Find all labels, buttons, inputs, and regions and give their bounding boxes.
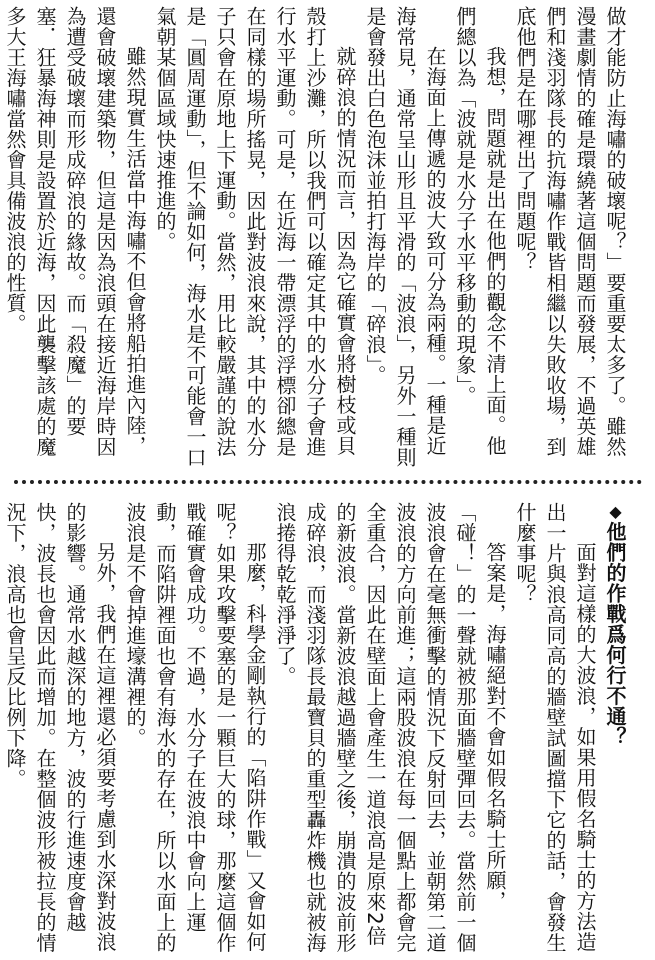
upper-text-block xyxy=(3,6,630,468)
lower-text-block xyxy=(3,502,630,954)
paragraph: 就碎浪的情況而言，因為它確實會將樹枝或貝殼打上沙灘，所以我們可以確定其中的水分子會進行水平運動。可是，在近海一帶漂浮的浮標卻總是在同樣的場所搖晃，因此對波浪來說，其中的水分子只會在原地上下運動。當然，用比較嚴謹的說法是「圓周運動」，但不論如何，海水是不可能會一口氣朝某個區域快速推進的。 xyxy=(153,6,357,468)
paragraph: 我想，問題就是出在他們的觀念不清上面。他們總以為「波就是水分子水平移動的現象」。 xyxy=(453,6,507,456)
paragraph: 雖然現實生活當中海嘯不但會將船拍進內陸，還會破壞建築物，但這是因為浪頭在接近海岸時因為遭受破壞而形成碎浪的緣故。而「殺魔」的要塞．狂暴海神則是設置於近海，因此襲擊該處的魔多大王海嘯當然會具備波浪的性質。 xyxy=(3,6,147,457)
paragraph: 在海面上傳遞的波大致可分為兩種。一種是近海常見，通常呈山形且平滑的「波浪」，另外一種則是會發出白色泡沫並拍打海岸的「碎浪」。 xyxy=(363,6,447,468)
diamond-bullet-icon: ◆ xyxy=(606,502,625,522)
paragraph: 面對這樣的大波浪，如果用假名騎士的方法造出一片與浪高同高的牆壁試圖擋下它的話，會發生什麼事呢？ xyxy=(513,502,597,953)
section-heading xyxy=(600,502,630,954)
paragraph: 那麼，科學金剛執行的「陷阱作戰」又會如何呢？如果攻擊要塞的是一顆巨大的球，那麼這個作戰確實會成功。不過，水分子在波浪中會向上運動，而陷阱裡面也會有海水的存在，所以水面上的波浪是不會掉進壕溝裡的。 xyxy=(123,502,267,953)
paragraph: 做才能防止海嘯的破壞呢？」要重要太多了。雖然漫畫劇情的確是環繞著這個問題而發展，不過英雄們和淺羽隊長的抗海嘯作戰皆相繼以失敗收場，到底他們是在哪裡出了問題呢？ xyxy=(513,6,627,457)
paragraph: 另外，我們在這裡還必須要考慮到水深對波浪的影響。通常水越深的地方，波的行進速度會越快，波長也會因此而增加。在整個波形被拉長的情況下，浪高也會呈反比例下降。 xyxy=(3,502,117,953)
section-heading-text: 他們的作戰爲何行不通？ xyxy=(603,521,627,747)
paragraph: 答案是，海嘯絕對不會如假名騎士所願，「碰！」的一聲就被那面牆壁彈回去。當然前一個波浪會在毫無衝擊的情況下反射回去，並朝第二道波浪的方向前進；這兩股波浪在每一個點上都會完全重合，因此在壁面上會產生一道浪高是原來2倍的新波浪。當新波浪越過牆壁之後，崩潰的波前形成碎浪，而淺羽隊長最寶貝的重型轟炸機也就被海浪捲得乾乾淨淨了。 xyxy=(273,502,507,953)
dotted-divider xyxy=(14,480,642,484)
